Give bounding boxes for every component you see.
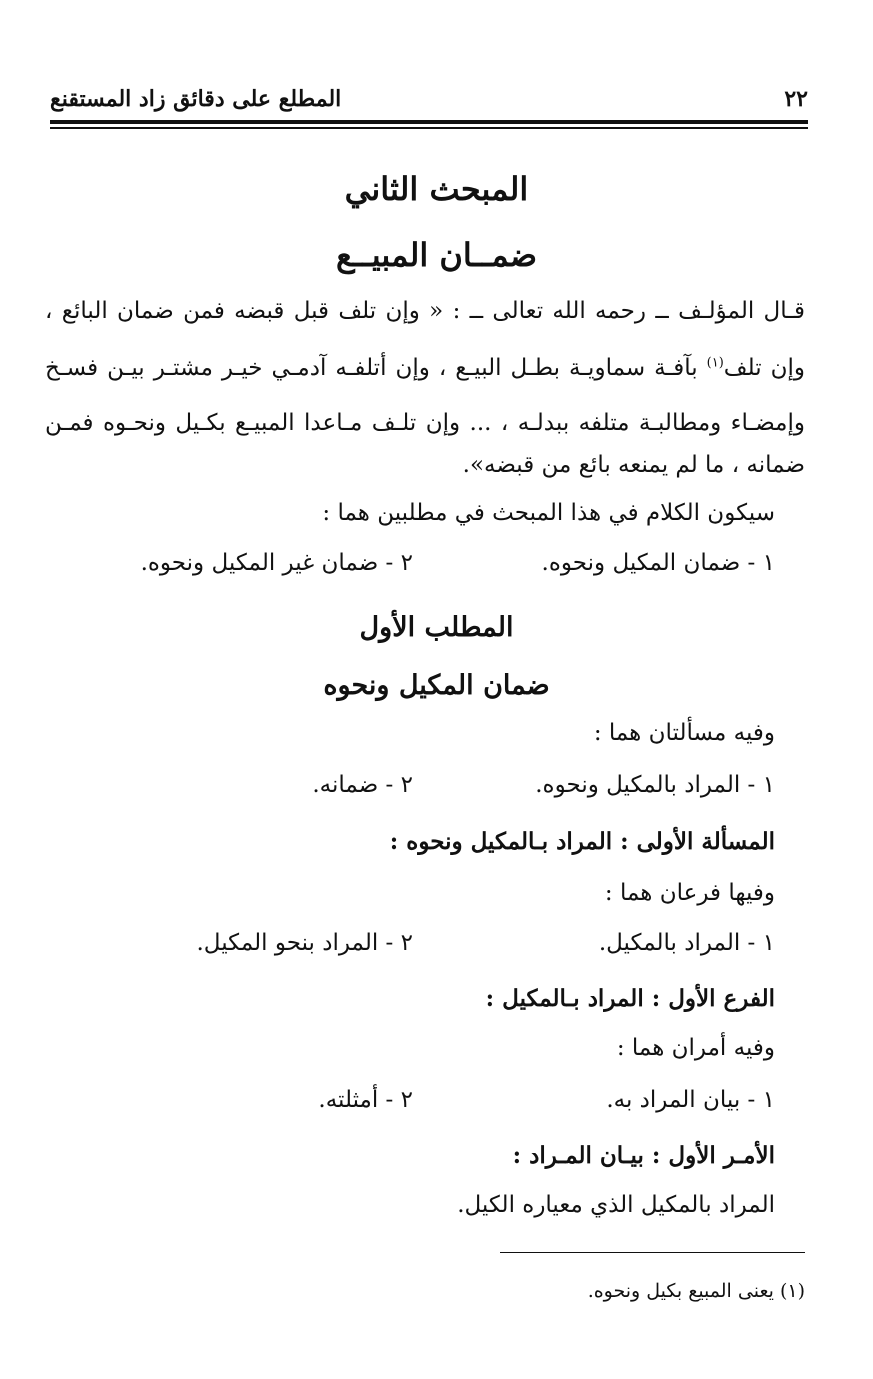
page-number: ٢٢ [784, 86, 808, 112]
issue1-item-1: ١ - المراد بالمكيل. [598, 930, 775, 956]
subsection-subtitle: ضمان المكيل ونحوه [323, 670, 550, 701]
quote-line-1: قـال المؤلـف ــ رحمه الله تعالى ــ : « وإن تلف قبل قبضه فمن ضمان البائع ، [45, 298, 805, 324]
matter1-heading: الأمـر الأول : بيـان المـراد : [512, 1142, 775, 1169]
issues-item-1: ١ - المراد بالمكيل ونحوه. [535, 772, 775, 798]
book-title: المطلع على دقائق زاد المستقنع [50, 86, 342, 112]
footnote: (١) يعنى المبيع بكيل ونحوه. [587, 1280, 805, 1302]
branch1-item-1: ١ - بيان المراد به. [606, 1087, 775, 1113]
intro-item-2: ٢ - ضمان غير المكيل ونحوه. [140, 550, 413, 576]
quote-line-4: ضمانه ، ما لم يمنعه بائع من قبضه». [462, 452, 805, 478]
footnote-ref: (١) [706, 355, 724, 371]
matter1-text: المراد بالمكيل الذي معياره الكيل. [457, 1192, 775, 1218]
issues-item-2: ٢ - ضمانه. [312, 772, 413, 798]
quote-line-2-rest: بآفـة سماويـة بطـل البيـع ، وإن أتلفـه آدمـي خيـر مشتـر بيـن فسـخ [45, 355, 698, 381]
branch1-heading: الفرع الأول : المراد بـالمكيل : [485, 985, 775, 1012]
quote-line-2-start: وإن تلف [723, 355, 805, 381]
issue1-heading: المسألة الأولى : المراد بـالمكيل ونحوه : [389, 828, 775, 855]
branch1-item-2: ٢ - أمثلته. [318, 1087, 413, 1113]
issue1-item-2: ٢ - المراد بنحو المكيل. [196, 930, 413, 956]
quote-line-2 [45, 355, 805, 381]
issue1-text: وفيها فرعان هما : [604, 880, 775, 906]
issues-text: وفيه مسألتان هما : [593, 720, 775, 746]
section-subtitle: ضمــان المبيــع [335, 236, 538, 274]
subsection-title: المطلب الأول [359, 612, 514, 643]
page-header [50, 86, 808, 116]
footnote-rule [500, 1252, 805, 1253]
quote-line-3: وإمضـاء ومطالبـة متلفه ببدلـه ، ... وإن تلـف مـاعدا المبيـع بكـيل ونحـوه فمـن [45, 410, 805, 436]
header-rule-thick [50, 120, 808, 124]
header-rule-thin [50, 127, 808, 129]
branch1-text: وفيه أمران هما : [616, 1035, 775, 1061]
intro-item-1: ١ - ضمان المكيل ونحوه. [541, 550, 775, 576]
section-title: المبحث الثاني [344, 170, 529, 208]
intro-text: سيكون الكلام في هذا المبحث في مطلبين هما : [322, 500, 775, 526]
